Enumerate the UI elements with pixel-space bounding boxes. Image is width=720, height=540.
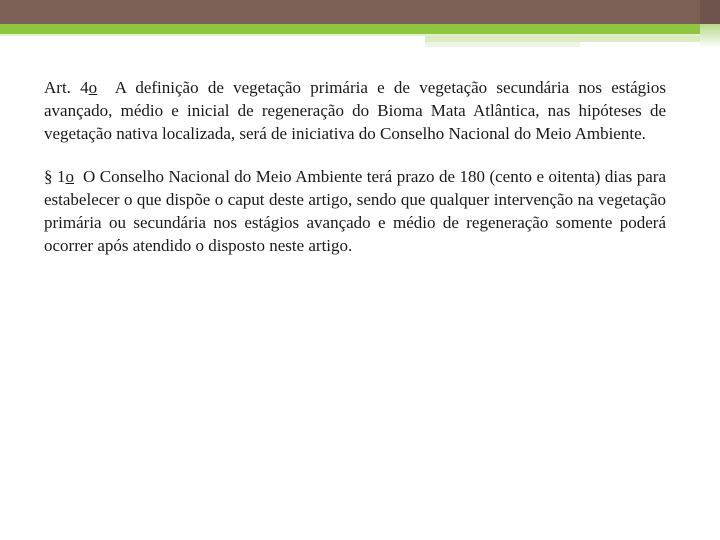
document-body: [44, 76, 666, 257]
section-text: O Conselho Nacional do Meio Ambiente terá prazo de 180 (cento e oitenta) dias para estabelecer o que dispõe o caput deste artigo, sendo que qualquer intervenção na vegetação primária ou secundária nos estágios avançado e médio de regeneração somente poderá ocorrer após atendido o disposto neste artigo.: [44, 167, 667, 255]
article-text: A definição de vegetação primária e de vegetação secundária nos estágios avançado, médio e inicial de regeneração do Bioma Mata Atlântica, nas hipóteses de vegetação nativa localizada, será de iniciativa do Conselho Nacional do Meio Ambiente.: [44, 78, 666, 143]
header-band: [0, 0, 720, 24]
corner-gradient: [700, 24, 720, 48]
article-paragraph: [44, 76, 666, 145]
section-ordinal: o: [65, 167, 74, 186]
accent-stripe: [0, 24, 720, 34]
article-ordinal: o: [88, 78, 98, 97]
section-paragraph: [44, 165, 666, 257]
article-label: Art. 4: [44, 78, 89, 97]
header-band-corner: [700, 0, 720, 24]
section-label: § 1: [44, 167, 66, 186]
accent-stripe-light-short: [425, 42, 580, 47]
